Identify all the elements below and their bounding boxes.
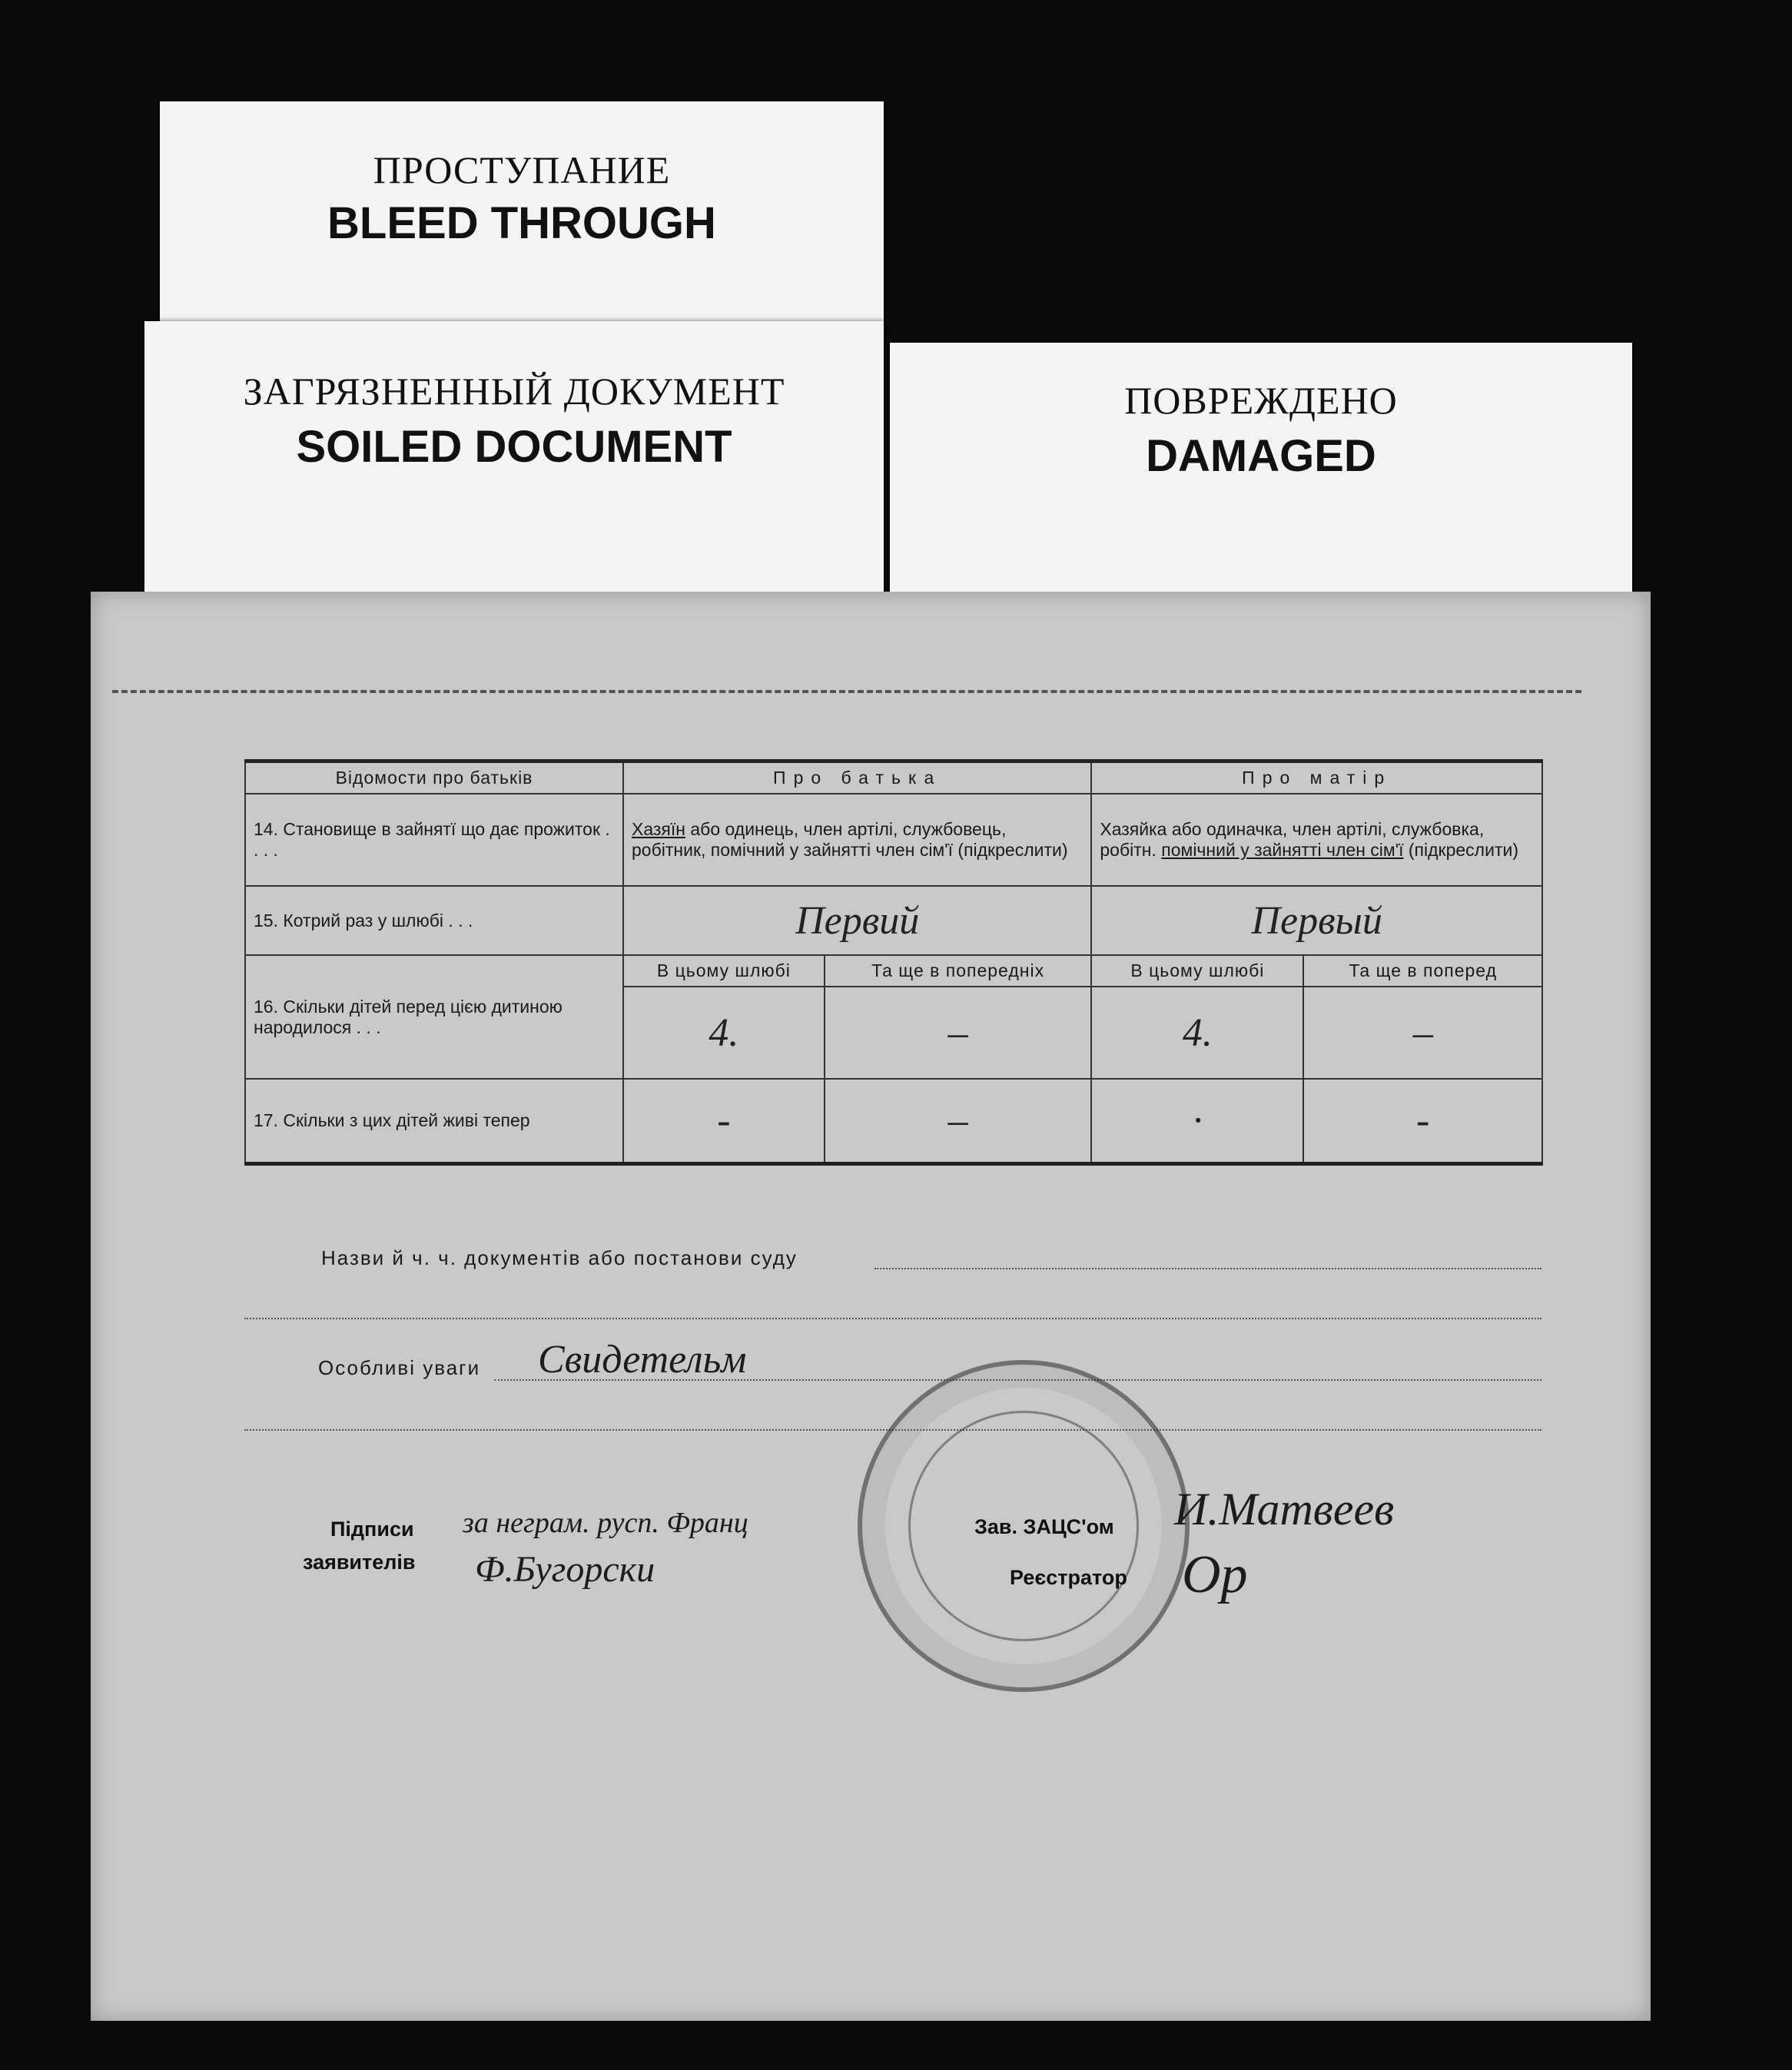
row14-mother-rest: (підкреслити) [1403, 840, 1518, 860]
table-row [245, 886, 1542, 955]
registrar-label: Реєстратор [1010, 1566, 1127, 1589]
applicant-signature-1: за неграм. русп. Франц [463, 1507, 748, 1539]
row15-label: 15. Котрий раз у шлюбі . . . [245, 886, 623, 955]
documents-dotted-line-2 [244, 1318, 1541, 1319]
bleed-through-card [160, 101, 884, 347]
row16-label: 16. Скільки дітей перед цією дитиною народилося . . . [245, 955, 623, 1079]
subheader-father-previous: Та ще в попередніх [825, 955, 1092, 987]
notes-value: Свидетельм [538, 1338, 747, 1382]
notes-label: Особливі уваги [318, 1356, 481, 1379]
bleed-through-en: BLEED THROUGH [327, 198, 716, 248]
perforation-line [112, 690, 1581, 693]
soiled-document-en: SOILED DOCUMENT [296, 422, 732, 472]
subheader-father-current: В цьому шлюбі [623, 955, 825, 987]
row15-mother-value: Первый [1091, 886, 1542, 955]
head-label: Зав. ЗАЦС'ом [974, 1515, 1114, 1538]
documents-dotted-line [874, 1268, 1541, 1269]
row17-father-current: - [623, 1079, 825, 1163]
header-mother: Про матір [1091, 761, 1542, 794]
registrar-signature: Ор [1182, 1545, 1248, 1604]
document-sheet [91, 592, 1651, 2021]
row16-father-current: 4. [623, 987, 825, 1079]
row14-father-text: або одинець, член артілі, службовець, робітник, помічний у зайнятті член сім'ї (підкреслити) [632, 819, 1068, 860]
row15-father-value: Первий [623, 886, 1091, 955]
row16-mother-previous: – [1303, 987, 1542, 1079]
documents-label: Назви й ч. ч. документів або постанови суду [321, 1246, 798, 1269]
table-row [245, 794, 1542, 886]
subheader-mother-previous: Та ще в поперед [1303, 955, 1542, 987]
row14-mother-text: Хазяйка або одиначка, член артілі, службовка, робітн. [1100, 819, 1485, 860]
signatures-label-1: Підписи [330, 1518, 414, 1541]
soiled-document-ru: ЗАГРЯЗНЕННЫЙ ДОКУМЕНТ [243, 370, 785, 413]
damaged-ru: ПОВРЕЖДЕНО [1124, 379, 1398, 422]
header-father: Про батька [623, 761, 1091, 794]
parents-info-table [244, 759, 1543, 1166]
damaged-en: DAMAGED [1146, 431, 1376, 481]
row14-father-underlined: Хазяїн [632, 819, 685, 839]
applicant-signature-2: Ф.Бугорски [475, 1549, 655, 1590]
row17-label: 17. Скільки з цих дітей живі тепер [245, 1079, 623, 1163]
row14-mother [1091, 794, 1542, 886]
row17-father-previous: – [825, 1079, 1092, 1163]
soiled-document-card [144, 321, 884, 596]
row16-father-previous: – [825, 987, 1092, 1079]
table-row [245, 955, 1542, 987]
damaged-card [890, 343, 1632, 604]
row17-mother-previous: - [1303, 1079, 1542, 1163]
subheader-mother-current: В цьому шлюбі [1091, 955, 1303, 987]
row16-mother-current: 4. [1091, 987, 1303, 1079]
row17-mother-current: · [1091, 1079, 1303, 1163]
signatures-label-2: заявителів [303, 1551, 416, 1574]
row14-mother-underlined: помічний у зайнятті член сім'ї [1161, 840, 1404, 860]
header-parents-info: Відомости про батьків [245, 761, 623, 794]
row14-label: 14. Становище в зайнятї що дає прожиток . . . . [245, 794, 623, 886]
table-row [245, 1079, 1542, 1163]
row14-father [623, 794, 1091, 886]
head-signature: И.Матвеев [1174, 1484, 1395, 1534]
table-header-row [245, 761, 1542, 794]
bleed-through-ru: ПРОСТУПАНИЕ [373, 148, 671, 191]
